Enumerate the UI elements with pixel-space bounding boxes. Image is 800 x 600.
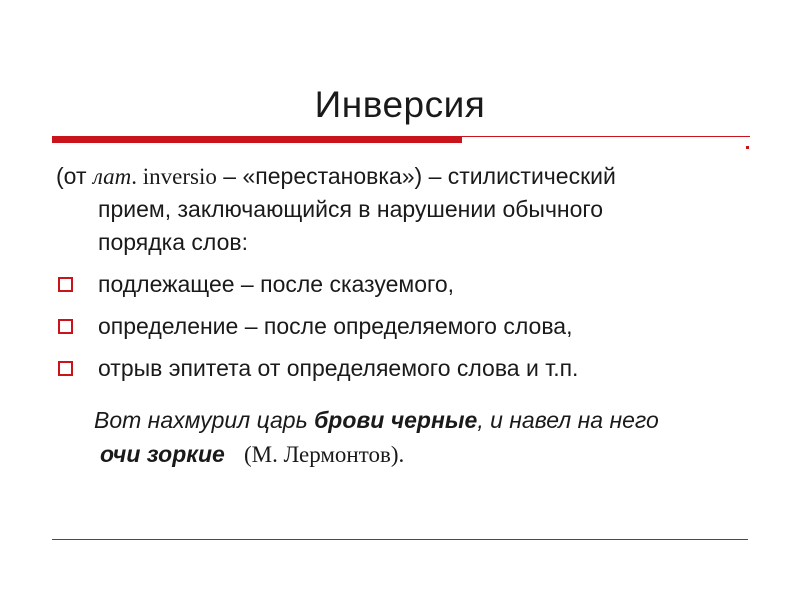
- slide-title: Инверсия: [314, 84, 486, 125]
- latin-abbrev-dot: .: [131, 164, 143, 189]
- quote-emphasis-2: очи зоркие: [100, 441, 225, 467]
- definition-line-1: [56, 160, 756, 193]
- definition-line-2: прием, заключающийся в нарушении обычного: [98, 196, 604, 222]
- list-item-text: подлежащее – после сказуемого,: [98, 271, 455, 297]
- footer-rule: [52, 539, 748, 540]
- hollow-square-icon: [58, 361, 73, 376]
- quote-line-2: [94, 437, 756, 472]
- list-item-text: отрыв эпитета от определяемого слова и т.п.: [98, 355, 579, 381]
- definition-line-3: порядка слов:: [98, 229, 248, 255]
- term-gloss: «перестановка»: [242, 163, 415, 189]
- latin-abbrev: лат: [92, 164, 132, 189]
- quote-emphasis-1: брови черные: [314, 407, 478, 433]
- quote-part-1: Вот нахмурил царь: [94, 407, 315, 433]
- definition: [56, 160, 756, 259]
- quote-attribution: (М. Лермонтов).: [243, 442, 405, 467]
- definition-rest: ) – стилистический: [414, 163, 616, 189]
- hollow-square-icon: [58, 277, 73, 292]
- title-underline-thick: [52, 136, 462, 143]
- title-underline-dot: [746, 146, 749, 149]
- list-item: [56, 352, 756, 385]
- list-item-text: определение – после определяемого слова,: [98, 313, 573, 339]
- slide-body: [56, 160, 756, 472]
- latin-term: inversio: [142, 164, 217, 189]
- definition-dash: –: [216, 163, 243, 189]
- example-quote: [56, 403, 756, 472]
- hollow-square-icon: [58, 319, 73, 334]
- list-item: [56, 310, 756, 343]
- definition-open: (от: [56, 163, 93, 189]
- list-item: [56, 268, 756, 301]
- quote-part-2: , и навел на него: [477, 407, 659, 433]
